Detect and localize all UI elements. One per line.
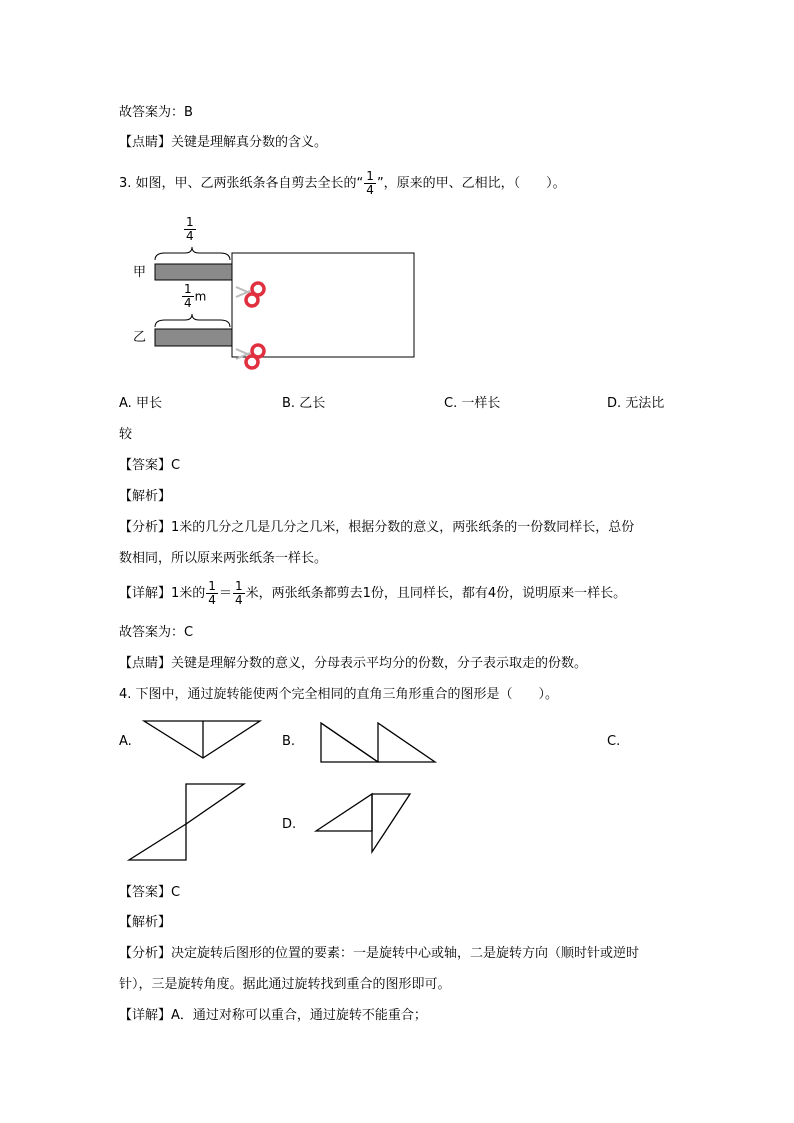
strips-figure xyxy=(150,245,430,375)
brace-mid xyxy=(155,314,230,327)
strip-yi xyxy=(155,329,232,346)
q4-fenxi: 【分析】决定旋转后图形的位置的要素：一是旋转中心或轴，二是旋转方向（顺时针或逆时 xyxy=(119,946,640,961)
option-d: D. 无法比 xyxy=(607,396,665,411)
figure-mid-fraction: $\frac{1}{4}$ m xyxy=(184,282,207,310)
q3-stem xyxy=(119,170,566,197)
q4-stem: 4. 下图中，通过旋转能使两个完全相同的直角三角形重合的图形是（ ）。 xyxy=(119,687,559,702)
remaining-rect xyxy=(232,253,414,357)
figure-a xyxy=(140,718,265,763)
figure-top-fraction: $\frac{1}{4}$ xyxy=(186,215,194,243)
option-a: A. 甲长 xyxy=(119,396,162,411)
unit-m: m xyxy=(194,289,207,304)
q4-option-d-label: D. xyxy=(282,817,297,832)
q3-fenxi-line2: 数相同，所以原来两张纸条一样长。 xyxy=(119,551,328,566)
stem-text-after: ”，原来的甲、乙相比，（ ）。 xyxy=(376,176,566,191)
prev-tip xyxy=(119,134,327,152)
q4-xiangjie: 【详解】A．通过对称可以重合，通过旋转不能重合； xyxy=(119,1008,427,1023)
q3-fenxi: 【分析】1米的几分之几是几分之几米，根据分数的意义，两张纸条的一份数同样长，总份 xyxy=(119,520,635,535)
q3-tip: 【点睛】关键是理解分数的意义，分母表示平均分的份数，分子表示取走的份数。 xyxy=(119,656,588,671)
option-c: C. 一样长 xyxy=(444,396,501,411)
stem-text: 如图，甲、乙两张纸条各自剪去全长的“ xyxy=(135,176,364,191)
q3-answer: 【答案】C xyxy=(119,458,181,473)
figure-d xyxy=(312,792,414,856)
tip-text: 关键是理解真分数的含义。 xyxy=(171,135,328,150)
q4-fenxi-line2: 针），三是旋转角度。据此通过旋转找到重合的图形即可。 xyxy=(119,977,451,992)
q4-option-c-label: C. xyxy=(607,734,621,749)
figure-b xyxy=(318,720,440,765)
q4-answer: 【答案】C xyxy=(119,885,181,900)
stem-fraction: $\frac{1}{4}$ xyxy=(366,169,374,197)
q3-analysis-tag: 【解析】 xyxy=(119,489,172,504)
q3-final: 故答案为：C xyxy=(119,625,194,640)
prev-answer-line: 故答案为：B xyxy=(119,105,193,120)
q4-analysis-tag: 【解析】 xyxy=(119,915,172,930)
tip-tag: 【点睛】 xyxy=(119,135,172,150)
figure-c xyxy=(126,782,248,864)
strip-jia xyxy=(155,264,232,280)
scissors-icon xyxy=(236,345,264,368)
q4-option-a-label: A. xyxy=(119,734,132,749)
label-yi: 乙 xyxy=(133,330,147,345)
label-jia: 甲 xyxy=(133,265,147,280)
question-number: 3. xyxy=(119,176,132,191)
scissors-icon xyxy=(236,283,264,306)
option-b: B. 乙长 xyxy=(282,396,326,411)
option-d-wrap: 较 xyxy=(119,427,133,442)
brace-top xyxy=(155,247,230,260)
q3-xiangjie: 【详解】1米的 $\frac{1}{4}$ ＝ $\frac{1}{4}$ 米，两张纸条都剪去1份，且同样长，都有4份，说明原来一样长。 xyxy=(119,579,627,607)
q4-option-b-label: B. xyxy=(282,734,296,749)
